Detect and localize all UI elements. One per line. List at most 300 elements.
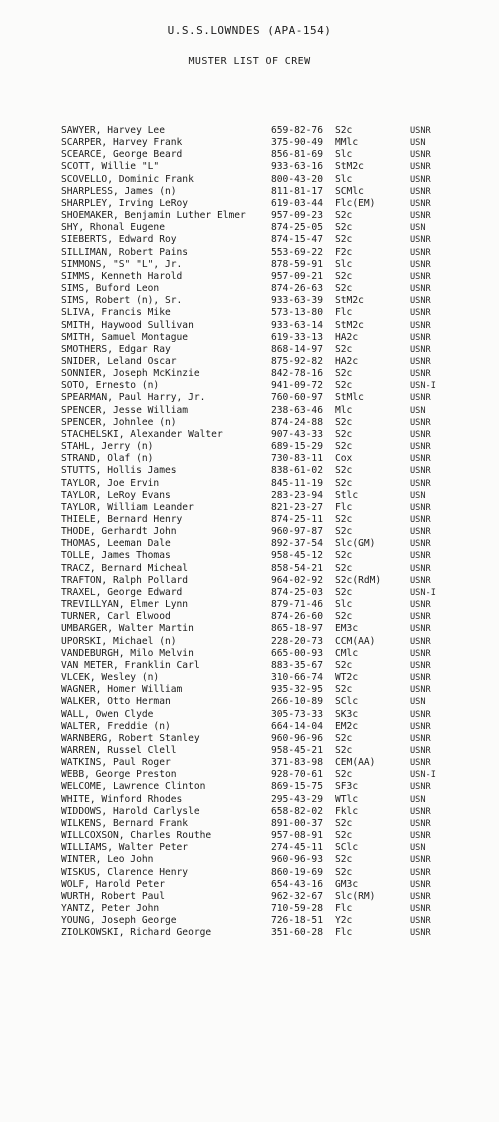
crew-rate: WTlc — [335, 793, 359, 805]
crew-row — [0, 709, 499, 721]
crew-row — [0, 368, 499, 380]
crew-branch: USNR — [410, 612, 431, 623]
crew-branch: USNR — [410, 673, 431, 684]
crew-branch: USNR — [410, 685, 431, 696]
crew-rate: S2c — [335, 343, 353, 355]
crew-branch: USNR — [410, 271, 431, 282]
crew-branch: USNR — [410, 624, 431, 635]
crew-row — [0, 161, 499, 173]
crew-branch: USNR — [410, 733, 431, 744]
crew-name: VAN METER, Franklin Carl — [61, 659, 200, 671]
crew-row — [0, 587, 499, 599]
crew-name: SHARPLESS, James (n) — [61, 185, 177, 197]
crew-name: TAYLOR, Joe Ervin — [61, 477, 160, 489]
crew-name: WHITE, Winford Rhodes — [61, 793, 183, 805]
crew-branch: USNR — [410, 417, 431, 428]
service-number: 874-25-11 — [271, 514, 323, 525]
crew-branch: USNR — [410, 539, 431, 550]
crew-branch: USNR — [410, 721, 431, 732]
crew-branch: USN-I — [410, 381, 436, 392]
crew-name: TRACZ, Bernard Micheal — [61, 562, 189, 574]
service-number: 351-60-28 — [271, 927, 323, 939]
crew-row — [0, 623, 499, 635]
crew-branch: USNR — [410, 284, 431, 295]
crew-rate: Slc(RM) — [335, 890, 376, 902]
crew-rate: S2c — [335, 234, 353, 246]
crew-branch: USNR — [410, 332, 431, 343]
crew-branch: USNR — [410, 806, 431, 817]
crew-branch: USNR — [410, 393, 431, 404]
crew-branch: USNR — [410, 527, 431, 538]
crew-row — [0, 599, 499, 611]
crew-name: SMOTHERS, Edgar Ray — [61, 343, 171, 355]
crew-row — [0, 247, 499, 259]
crew-name: YANTZ, Peter John — [61, 903, 160, 914]
service-number: 962-32-67 — [271, 890, 323, 902]
service-number: 760-60-97 — [271, 392, 323, 404]
crew-row — [0, 149, 499, 161]
crew-row — [0, 854, 499, 866]
crew-row — [0, 636, 499, 648]
service-number: 838-61-02 — [271, 465, 323, 477]
crew-branch: USNR — [410, 356, 431, 367]
service-number: 573-13-80 — [271, 307, 323, 319]
crew-name: SPEARMAN, Paul Harry, Jr. — [61, 392, 206, 404]
service-number: 865-18-97 — [271, 623, 323, 635]
service-number: 619-33-13 — [271, 331, 323, 343]
crew-row — [0, 198, 499, 210]
crew-row — [0, 927, 499, 939]
crew-row — [0, 465, 499, 477]
crew-name: SCEARCE, George Beard — [61, 149, 183, 161]
crew-rate: HA2c — [335, 355, 359, 367]
crew-rate: S2c — [335, 125, 353, 136]
crew-row — [0, 344, 499, 356]
service-number: 658-82-02 — [271, 805, 323, 817]
crew-rate: S2c — [335, 744, 353, 756]
crew-name: SOTO, Ernesto (n) — [61, 380, 160, 392]
service-number: 283-23-94 — [271, 489, 323, 501]
crew-branch: USNR — [410, 515, 431, 525]
crew-rate: S2c — [335, 526, 353, 538]
crew-branch: USNR — [410, 563, 431, 574]
crew-name: WIDDOWS, Harold Carlysle — [61, 805, 200, 817]
crew-row — [0, 125, 499, 137]
service-number: 845-11-19 — [271, 477, 323, 489]
crew-row — [0, 648, 499, 660]
crew-rate: S2c — [335, 866, 353, 878]
crew-row — [0, 259, 499, 271]
crew-row — [0, 174, 499, 186]
crew-rate: HA2c — [335, 331, 359, 343]
crew-row — [0, 733, 499, 745]
service-number: 957-09-21 — [271, 270, 323, 282]
crew-rate: Flc — [335, 903, 353, 914]
crew-row — [0, 769, 499, 781]
crew-rate: StM2c — [335, 161, 364, 173]
crew-branch: USNR — [410, 758, 431, 769]
crew-name: TURNER, Carl Elwood — [61, 611, 171, 623]
crew-row — [0, 672, 499, 684]
crew-name: TREVILLYAN, Elmer Lynn — [61, 599, 189, 611]
crew-rate: MMlc — [335, 137, 359, 149]
crew-rate: SClc — [335, 842, 359, 854]
crew-branch: USNR — [410, 198, 431, 209]
crew-branch: USNR — [410, 429, 431, 440]
service-number: 869-15-75 — [271, 781, 323, 793]
crew-branch: USNR — [410, 879, 431, 890]
crew-name: THODE, Gerhardt John — [61, 526, 177, 538]
crew-name: ZIOLKOWSKI, Richard George — [61, 927, 212, 939]
crew-row — [0, 478, 499, 490]
service-number: 960-96-93 — [271, 854, 323, 866]
crew-rate: Slc(GM) — [335, 538, 376, 550]
crew-row — [0, 721, 499, 733]
crew-rate: S2c — [335, 441, 353, 453]
crew-row — [0, 806, 499, 818]
crew-rate: Flc — [335, 307, 353, 319]
crew-name: TOLLE, James Thomas — [61, 550, 171, 562]
service-number: 883-35-67 — [271, 659, 323, 671]
crew-name: SIMS, Buford Leon — [61, 283, 160, 295]
crew-name: STRAND, Olaf (n) — [61, 453, 154, 465]
crew-name: STAHL, Jerry (n) — [61, 441, 154, 453]
service-number: 659-82-76 — [271, 125, 323, 136]
crew-branch: USNR — [410, 928, 431, 939]
service-number: 664-14-04 — [271, 720, 323, 732]
crew-name: SCOVELLO, Dominic Frank — [61, 173, 194, 185]
service-number: 874-15-47 — [271, 234, 323, 246]
crew-row — [0, 611, 499, 623]
crew-branch: USNR — [410, 478, 431, 489]
service-number: 274-45-11 — [271, 842, 323, 854]
crew-rate: S2c — [335, 586, 353, 598]
crew-rate: CMlc — [335, 647, 359, 659]
service-number: 907-43-33 — [271, 428, 323, 440]
service-number: 874-25-03 — [271, 586, 323, 598]
crew-row — [0, 186, 499, 198]
service-number: 960-97-87 — [271, 526, 323, 538]
crew-name: WARNBERG, Robert Stanley — [61, 732, 200, 744]
crew-name: UPORSKI, Michael (n) — [61, 635, 177, 647]
crew-name: VANDEBURGH, Milo Melvin — [61, 647, 194, 659]
crew-rate: WT2c — [335, 672, 359, 684]
service-number: 891-00-37 — [271, 817, 323, 829]
crew-name: WALTER, Freddie (n) — [61, 720, 171, 732]
crew-branch: USN — [410, 138, 426, 149]
crew-branch: USN — [410, 697, 426, 708]
crew-branch: USNR — [410, 782, 431, 793]
service-number: 310-66-74 — [271, 672, 323, 684]
crew-row — [0, 392, 499, 404]
service-number: 856-81-69 — [271, 149, 323, 161]
crew-branch: USNR — [410, 916, 431, 927]
crew-branch: USNR — [410, 211, 431, 222]
crew-branch: USNR — [410, 235, 431, 246]
crew-name: THIELE, Bernard Henry — [61, 514, 183, 525]
crew-row — [0, 405, 499, 417]
crew-branch: USNR — [410, 186, 431, 197]
service-number: 553-69-22 — [271, 246, 323, 258]
service-number: 842-78-16 — [271, 368, 323, 380]
crew-row — [0, 891, 499, 903]
crew-rate: Stlc — [335, 489, 359, 501]
crew-row — [0, 356, 499, 368]
crew-branch: USNR — [410, 855, 431, 866]
crew-row — [0, 320, 499, 332]
crew-rate: S2c — [335, 514, 353, 525]
crew-row — [0, 818, 499, 830]
service-number: 874-25-05 — [271, 222, 323, 234]
crew-name: SCARPER, Harvey Frank — [61, 137, 183, 149]
crew-name: SCOTT, Willie "L" — [61, 161, 160, 173]
service-number: 957-09-23 — [271, 210, 323, 222]
crew-branch: USN-I — [410, 770, 436, 781]
crew-name: WOLF, Harold Peter — [61, 878, 165, 890]
crew-branch: USNR — [410, 454, 431, 465]
service-number: 860-19-69 — [271, 866, 323, 878]
crew-name: WISKUS, Clarence Henry — [61, 866, 189, 878]
service-number: 266-10-89 — [271, 696, 323, 708]
crew-rate: S2c(RdM) — [335, 574, 382, 586]
crew-rate: EM3c — [335, 623, 359, 635]
crew-name: WINTER, Leo John — [61, 854, 154, 866]
crew-name: WALL, Owen Clyde — [61, 708, 154, 720]
crew-name: SNIDER, Leland Oscar — [61, 355, 177, 367]
service-number: 800-43-20 — [271, 173, 323, 185]
crew-branch: USNR — [410, 502, 431, 513]
crew-branch: USN — [410, 794, 426, 805]
crew-branch: USNR — [410, 648, 431, 659]
crew-row — [0, 550, 499, 562]
crew-row — [0, 429, 499, 441]
crew-rate: S2c — [335, 465, 353, 477]
crew-row — [0, 502, 499, 514]
crew-name: SONNIER, Joseph McKinzie — [61, 368, 200, 380]
crew-rate: S2c — [335, 854, 353, 866]
crew-name: WILLIAMS, Walter Peter — [61, 842, 189, 854]
crew-row — [0, 781, 499, 793]
service-number: 726-18-51 — [271, 915, 323, 927]
crew-row — [0, 842, 499, 854]
service-number: 821-23-27 — [271, 501, 323, 513]
crew-branch: USNR — [410, 320, 431, 331]
service-number: 928-70-61 — [271, 769, 323, 781]
crew-branch: USNR — [410, 745, 431, 756]
crew-name: WARREN, Russel Clell — [61, 744, 177, 756]
crew-rate: Flc — [335, 927, 353, 939]
crew-rate: SF3c — [335, 781, 359, 793]
crew-branch: USNR — [410, 600, 431, 611]
service-number: 710-59-28 — [271, 903, 323, 914]
crew-rate: S2c — [335, 550, 353, 562]
service-number: 957-08-91 — [271, 830, 323, 842]
crew-row — [0, 660, 499, 672]
crew-branch: USNR — [410, 247, 431, 258]
service-number: 941-09-72 — [271, 380, 323, 392]
crew-rate: EM2c — [335, 720, 359, 732]
crew-row — [0, 137, 499, 149]
service-number: 371-83-98 — [271, 757, 323, 769]
crew-row — [0, 794, 499, 806]
service-number: 933-63-39 — [271, 295, 323, 307]
crew-rate: Cox — [335, 453, 353, 465]
crew-row — [0, 380, 499, 392]
crew-row — [0, 575, 499, 587]
crew-rate: StM2c — [335, 319, 364, 331]
crew-rate: S2c — [335, 270, 353, 282]
crew-name: WEBB, George Preston — [61, 769, 177, 781]
service-number: 958-45-12 — [271, 550, 323, 562]
service-number: 933-63-14 — [271, 319, 323, 331]
crew-branch: USNR — [410, 466, 431, 477]
crew-name: VLCEK, Wesley (n) — [61, 672, 160, 684]
service-number: 933-63-16 — [271, 161, 323, 173]
crew-name: WALKER, Otto Herman — [61, 696, 171, 708]
crew-row — [0, 283, 499, 295]
crew-branch: USN — [410, 490, 426, 501]
crew-name: WAGNER, Homer William — [61, 684, 183, 696]
crew-name: SAWYER, Harvey Lee — [61, 125, 165, 136]
service-number: 619-03-44 — [271, 197, 323, 209]
crew-branch: USNR — [410, 867, 431, 878]
crew-name: SHARPLEY, Irving LeRoy — [61, 197, 189, 209]
crew-name: STUTTS, Hollis James — [61, 465, 177, 477]
service-number: 238-63-46 — [271, 404, 323, 416]
service-number: 868-14-97 — [271, 343, 323, 355]
crew-row — [0, 332, 499, 344]
crew-rate: S2c — [335, 283, 353, 295]
crew-row — [0, 684, 499, 696]
service-number: 892-37-54 — [271, 538, 323, 550]
service-number: 730-83-11 — [271, 453, 323, 465]
crew-name: WELCOME, Lawrence Clinton — [61, 781, 206, 793]
crew-name: WURTH, Robert Paul — [61, 890, 165, 902]
service-number: 874-24-88 — [271, 416, 323, 428]
crew-row — [0, 210, 499, 222]
crew-row — [0, 295, 499, 307]
crew-branch: USNR — [410, 259, 431, 270]
crew-branch: USNR — [410, 660, 431, 671]
crew-name: SIMS, Robert (n), Sr. — [61, 295, 183, 307]
crew-rate: S2c — [335, 769, 353, 781]
crew-rate: SK3c — [335, 708, 359, 720]
service-number: 878-59-91 — [271, 258, 323, 270]
service-number: 858-54-21 — [271, 562, 323, 574]
crew-rate: Slc — [335, 599, 353, 611]
service-number: 958-45-21 — [271, 744, 323, 756]
crew-name: WILKENS, Bernard Frank — [61, 817, 189, 829]
crew-name: SMITH, Samuel Montague — [61, 331, 189, 343]
crew-branch: USNR — [410, 891, 431, 902]
crew-branch: USN-I — [410, 587, 436, 598]
crew-name: SPENCER, Johnlee (n) — [61, 416, 177, 428]
crew-rate: StMlc — [335, 392, 364, 404]
crew-row — [0, 307, 499, 319]
service-number: 375-90-49 — [271, 137, 323, 149]
crew-branch: USN — [410, 843, 426, 854]
crew-rate: S2c — [335, 611, 353, 623]
crew-row — [0, 453, 499, 465]
crew-name: SMITH, Haywood Sullivan — [61, 319, 194, 331]
crew-name: TAYLOR, LeRoy Evans — [61, 489, 171, 501]
crew-rate: Slc — [335, 258, 353, 270]
crew-rate: S2c — [335, 659, 353, 671]
service-number: 935-32-95 — [271, 684, 323, 696]
crew-rate: CCM(AA) — [335, 635, 376, 647]
crew-row — [0, 867, 499, 879]
service-number: 228-20-73 — [271, 635, 323, 647]
crew-row — [0, 234, 499, 246]
crew-rate: S2c — [335, 416, 353, 428]
crew-row — [0, 745, 499, 757]
crew-row — [0, 222, 499, 234]
service-number: 305-73-33 — [271, 708, 323, 720]
crew-name: SIMMONS, "S" "L", Jr. — [61, 258, 183, 270]
crew-name: SIMMS, Kenneth Harold — [61, 270, 183, 282]
service-number: 964-02-92 — [271, 574, 323, 586]
crew-rate: S2c — [335, 684, 353, 696]
crew-name: STACHELSKI, Alexander Walter — [61, 428, 223, 440]
crew-name: SPENCER, Jesse William — [61, 404, 189, 416]
crew-branch: USNR — [410, 308, 431, 319]
crew-branch: USNR — [410, 344, 431, 355]
crew-branch: USNR — [410, 904, 431, 914]
service-number: 811-81-17 — [271, 185, 323, 197]
service-number: 654-43-16 — [271, 878, 323, 890]
crew-row — [0, 526, 499, 538]
crew-rate: F2c — [335, 246, 353, 258]
crew-rate: SClc — [335, 696, 359, 708]
crew-row — [0, 271, 499, 283]
crew-name: TRAXEL, George Edward — [61, 586, 183, 598]
crew-name: UMBARGER, Walter Martin — [61, 623, 194, 635]
crew-row — [0, 757, 499, 769]
crew-rate: Mlc — [335, 404, 353, 416]
crew-name: SHOEMAKER, Benjamin Luther Elmer — [61, 210, 246, 222]
crew-branch: USNR — [410, 709, 431, 720]
crew-rate: Flc(EM) — [335, 197, 376, 209]
crew-row — [0, 490, 499, 502]
crew-branch: USNR — [410, 296, 431, 307]
crew-rate: S2c — [335, 562, 353, 574]
crew-branch: USNR — [410, 818, 431, 829]
crew-name: THOMAS, Leeman Dale — [61, 538, 171, 550]
crew-name: WILLCOXSON, Charles Routhe — [61, 830, 212, 842]
crew-branch: USN — [410, 405, 426, 416]
crew-name: WATKINS, Paul Roger — [61, 757, 171, 769]
crew-rate: Fklc — [335, 805, 359, 817]
crew-row — [0, 696, 499, 708]
crew-row — [0, 563, 499, 575]
crew-branch: USNR — [410, 150, 431, 161]
crew-branch: USNR — [410, 162, 431, 173]
crew-branch: USN — [410, 223, 426, 234]
crew-rate: S2c — [335, 817, 353, 829]
service-number: 689-15-29 — [271, 441, 323, 453]
document-subtitle: MUSTER LIST OF CREW — [188, 56, 311, 67]
crew-name: SIEBERTS, Edward Roy — [61, 234, 177, 246]
crew-branch: USNR — [410, 126, 431, 136]
crew-branch: USNR — [410, 575, 431, 586]
crew-row — [0, 514, 499, 526]
crew-name: TAYLOR, William Leander — [61, 501, 194, 513]
crew-branch: USNR — [410, 442, 431, 453]
crew-row — [0, 538, 499, 550]
crew-rate: S2c — [335, 830, 353, 842]
crew-rate: StM2c — [335, 295, 364, 307]
crew-name: TRAFTON, Ralph Pollard — [61, 574, 189, 586]
